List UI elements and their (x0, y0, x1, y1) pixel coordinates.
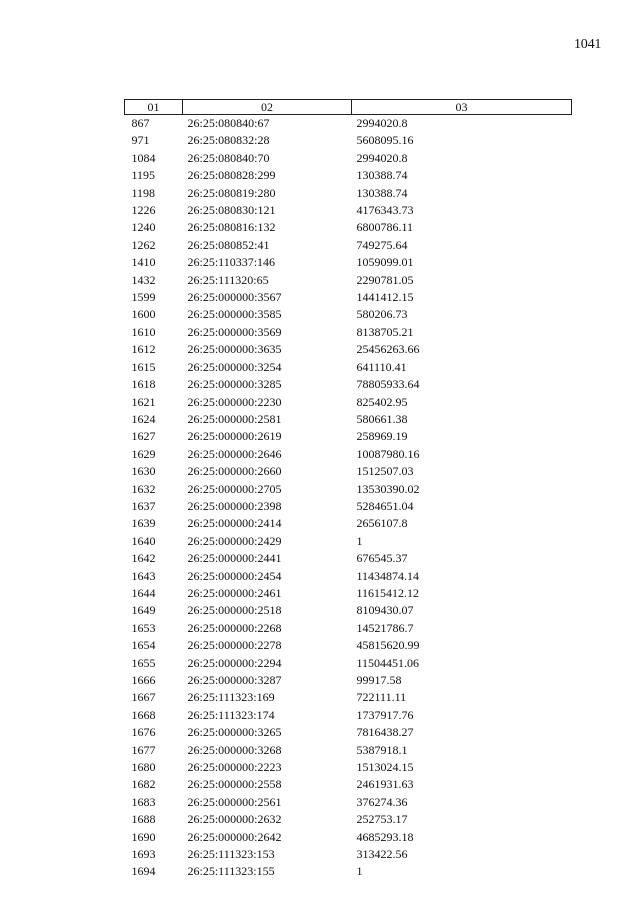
cell-value: 2461931.63 (356, 777, 414, 792)
cell-value: 258969.19 (356, 429, 408, 444)
cell-number: 1653 (131, 620, 156, 635)
cell-value: 722111.11 (356, 690, 407, 705)
cell-cadastral-id: 26:25:000000:3287 (187, 673, 282, 687)
cell-number: 1615 (131, 359, 156, 374)
table-body (125, 115, 572, 881)
table-row (125, 306, 572, 323)
cell-cadastral-id: 26:25:000000:2646 (187, 446, 282, 461)
cell-cadastral-id: 26:25:000000:3268 (187, 742, 282, 757)
cell-value: 130388.74 (356, 168, 408, 183)
cell-cadastral-id: 26:25:000000:2414 (187, 516, 282, 531)
cell-value: 6800786.11 (356, 220, 414, 235)
cell-number: 1624 (131, 411, 156, 426)
table-row (125, 863, 572, 880)
cell-value: 2656107.8 (356, 516, 408, 531)
table-row (125, 481, 572, 498)
cell-number: 867 (131, 116, 150, 130)
table-row (125, 376, 572, 393)
cell-value: 14521786.7 (356, 620, 414, 635)
cell-value: 130388.74 (356, 185, 408, 200)
table-row (125, 272, 572, 289)
cell-number: 1649 (131, 603, 156, 618)
cell-cadastral-id: 26:25:000000:2642 (187, 829, 282, 844)
cell-cadastral-id: 26:25:080816:132 (187, 220, 276, 235)
table-row (125, 394, 572, 411)
cell-number: 1632 (131, 481, 156, 496)
cell-number: 1639 (131, 516, 156, 531)
cell-cadastral-id: 26:25:111323:169 (187, 690, 275, 705)
cell-cadastral-id: 26:25:000000:3569 (187, 324, 282, 339)
cell-value: 5608095.16 (356, 133, 414, 148)
column-header-02: 02 (183, 100, 352, 115)
cell-value: 4176343.73 (356, 203, 414, 218)
cell-value: 78805933.64 (356, 377, 420, 392)
cell-cadastral-id: 26:25:111323:174 (187, 707, 275, 722)
cell-value: 313422.56 (356, 847, 408, 862)
table-row (125, 742, 572, 759)
cell-number: 1683 (131, 794, 156, 809)
cell-value: 8138705.21 (356, 324, 414, 339)
cell-value: 1441412.15 (356, 290, 414, 305)
cell-value: 2290781.05 (356, 272, 414, 287)
cell-value: 1059099.01 (356, 255, 414, 270)
cell-cadastral-id: 26:25:080852:41 (187, 237, 270, 252)
cell-number: 1668 (131, 707, 156, 722)
table-row (125, 811, 572, 828)
cell-value: 25456263.66 (356, 342, 420, 357)
cell-cadastral-id: 26:25:080828:299 (187, 168, 276, 183)
cell-value: 1737917.76 (356, 707, 414, 722)
cell-number: 1643 (131, 568, 156, 583)
table-row (125, 341, 572, 358)
cell-value: 252753.17 (356, 812, 408, 827)
table-row (125, 202, 572, 219)
cell-number: 1640 (131, 533, 156, 548)
cell-number: 1610 (131, 324, 156, 339)
cell-cadastral-id: 26:25:000000:2223 (187, 760, 282, 775)
cell-cadastral-id: 26:25:000000:3635 (187, 342, 282, 357)
table-row (125, 585, 572, 602)
table-row (125, 672, 572, 689)
cell-number: 1599 (131, 290, 156, 305)
cell-number: 1198 (131, 185, 156, 200)
cell-value: 2994020.8 (356, 116, 408, 130)
table-row (125, 620, 572, 637)
cell-number: 1226 (131, 203, 156, 218)
cell-cadastral-id: 26:25:000000:2398 (187, 498, 282, 513)
column-header-03: 03 (352, 100, 572, 115)
cell-value: 11615412.12 (356, 585, 420, 600)
table-row (125, 498, 572, 515)
cell-value: 99917.58 (356, 673, 402, 687)
table-row (125, 533, 572, 550)
cell-cadastral-id: 26:25:000000:2278 (187, 638, 282, 653)
cell-cadastral-id: 26:25:111320:65 (187, 272, 269, 287)
cell-value: 7816438.27 (356, 725, 414, 740)
cell-number: 1621 (131, 394, 156, 409)
cell-value: 376274.36 (356, 794, 408, 809)
cell-cadastral-id: 26:25:000000:2705 (187, 481, 282, 496)
table-row (125, 515, 572, 532)
cell-value: 5284651.04 (356, 498, 414, 513)
table-row (125, 655, 572, 672)
cell-number: 971 (131, 133, 150, 148)
cell-value: 1513024.15 (356, 760, 414, 775)
table-row (125, 411, 572, 428)
table-row (125, 254, 572, 271)
cell-value: 749275.64 (356, 237, 408, 252)
table-row (125, 446, 572, 463)
cell-number: 1600 (131, 307, 156, 322)
cell-number: 1690 (131, 829, 156, 844)
table-row (125, 463, 572, 480)
cell-number: 1240 (131, 220, 156, 235)
cell-value: 1 (356, 864, 363, 879)
table-header-row (125, 100, 572, 115)
cell-cadastral-id: 26:25:000000:3285 (187, 377, 282, 392)
cell-number: 1655 (131, 655, 156, 670)
table-row (125, 794, 572, 811)
table-row (125, 776, 572, 793)
cell-cadastral-id: 26:25:000000:2454 (187, 568, 282, 583)
cell-number: 1627 (131, 429, 156, 444)
table-row (125, 185, 572, 202)
cell-cadastral-id: 26:25:000000:2461 (187, 585, 282, 600)
cell-number: 1680 (131, 760, 156, 775)
table-row (125, 846, 572, 863)
cell-value: 4685293.18 (356, 829, 414, 844)
cell-number: 1682 (131, 777, 156, 792)
table-row (125, 150, 572, 167)
cell-number: 1666 (131, 673, 156, 687)
cell-cadastral-id: 26:25:000000:2429 (187, 533, 282, 548)
data-table (124, 99, 572, 881)
table-row (125, 359, 572, 376)
cell-number: 1612 (131, 342, 156, 357)
cell-cadastral-id: 26:25:000000:2632 (187, 812, 282, 827)
cell-value: 8109430.07 (356, 603, 414, 618)
cell-cadastral-id: 26:25:000000:2581 (187, 411, 282, 426)
cell-number: 1676 (131, 725, 156, 740)
cell-cadastral-id: 26:25:080840:67 (187, 116, 270, 130)
cell-number: 1667 (131, 690, 156, 705)
cell-value: 641110.41 (356, 359, 407, 374)
table-row (125, 568, 572, 585)
cell-cadastral-id: 26:25:000000:3585 (187, 307, 282, 322)
cell-cadastral-id: 26:25:080819:280 (187, 185, 276, 200)
cell-number: 1644 (131, 585, 156, 600)
cell-cadastral-id: 26:25:000000:3254 (187, 359, 282, 374)
cell-value: 1 (356, 533, 363, 548)
cell-number: 1084 (131, 150, 156, 165)
cell-cadastral-id: 26:25:000000:2230 (187, 394, 282, 409)
cell-value: 5387918.1 (356, 742, 408, 757)
table-row (125, 829, 572, 846)
cell-cadastral-id: 26:25:080840:70 (187, 150, 270, 165)
cell-number: 1642 (131, 551, 156, 566)
cell-value: 676545.37 (356, 551, 408, 566)
cell-cadastral-id: 26:25:000000:2619 (187, 429, 282, 444)
cell-cadastral-id: 26:25:000000:3265 (187, 725, 282, 740)
cell-number: 1637 (131, 498, 156, 513)
cell-value: 825402.95 (356, 394, 408, 409)
column-header-01: 01 (125, 100, 183, 115)
cell-number: 1629 (131, 446, 156, 461)
table-row (125, 428, 572, 445)
cell-cadastral-id: 26:25:110337:146 (187, 255, 276, 270)
table-row (125, 167, 572, 184)
cell-number: 1432 (131, 272, 156, 287)
cell-value: 11434874.14 (356, 568, 420, 583)
cell-number: 1410 (131, 255, 156, 270)
cell-cadastral-id: 26:25:000000:2518 (187, 603, 282, 618)
cell-value: 11504451.06 (356, 655, 420, 670)
cell-number: 1654 (131, 638, 156, 653)
table-row (125, 219, 572, 236)
cell-cadastral-id: 26:25:000000:2660 (187, 464, 282, 479)
table-row (125, 724, 572, 741)
cell-value: 580661.38 (356, 411, 408, 426)
cell-value: 1512507.03 (356, 464, 414, 479)
cell-number: 1693 (131, 847, 156, 862)
cell-cadastral-id: 26:25:000000:2294 (187, 655, 282, 670)
cell-number: 1195 (131, 168, 156, 183)
table-row (125, 637, 572, 654)
cell-number: 1630 (131, 464, 156, 479)
cell-cadastral-id: 26:25:000000:2441 (187, 551, 282, 566)
cell-cadastral-id: 26:25:000000:2268 (187, 620, 282, 635)
cell-cadastral-id: 26:25:000000:2558 (187, 777, 282, 792)
cell-cadastral-id: 26:25:000000:3567 (187, 290, 282, 305)
table-row (125, 550, 572, 567)
cell-cadastral-id: 26:25:111323:153 (187, 847, 275, 862)
cell-cadastral-id: 26:25:111323:155 (187, 864, 275, 879)
cell-value: 45815620.99 (356, 638, 420, 653)
table-row (125, 289, 572, 306)
cell-value: 580206.73 (356, 307, 408, 322)
cell-cadastral-id: 26:25:000000:2561 (187, 794, 282, 809)
table-row (125, 132, 572, 149)
cell-value: 10087980.16 (356, 446, 420, 461)
table-row (125, 115, 572, 133)
cell-cadastral-id: 26:25:080832:28 (187, 133, 270, 148)
cell-number: 1694 (131, 864, 156, 879)
table-row (125, 602, 572, 619)
cell-number: 1618 (131, 377, 156, 392)
page-number: 1041 (574, 37, 602, 52)
cell-value: 2994020.8 (356, 150, 408, 165)
table-row (125, 759, 572, 776)
cell-number: 1262 (131, 237, 156, 252)
table-row (125, 237, 572, 254)
cell-number: 1677 (131, 742, 156, 757)
cell-number: 1688 (131, 812, 156, 827)
table-row (125, 324, 572, 341)
table-row (125, 707, 572, 724)
cell-value: 13530390.02 (356, 481, 420, 496)
table-row (125, 689, 572, 706)
cell-cadastral-id: 26:25:080830:121 (187, 203, 276, 218)
